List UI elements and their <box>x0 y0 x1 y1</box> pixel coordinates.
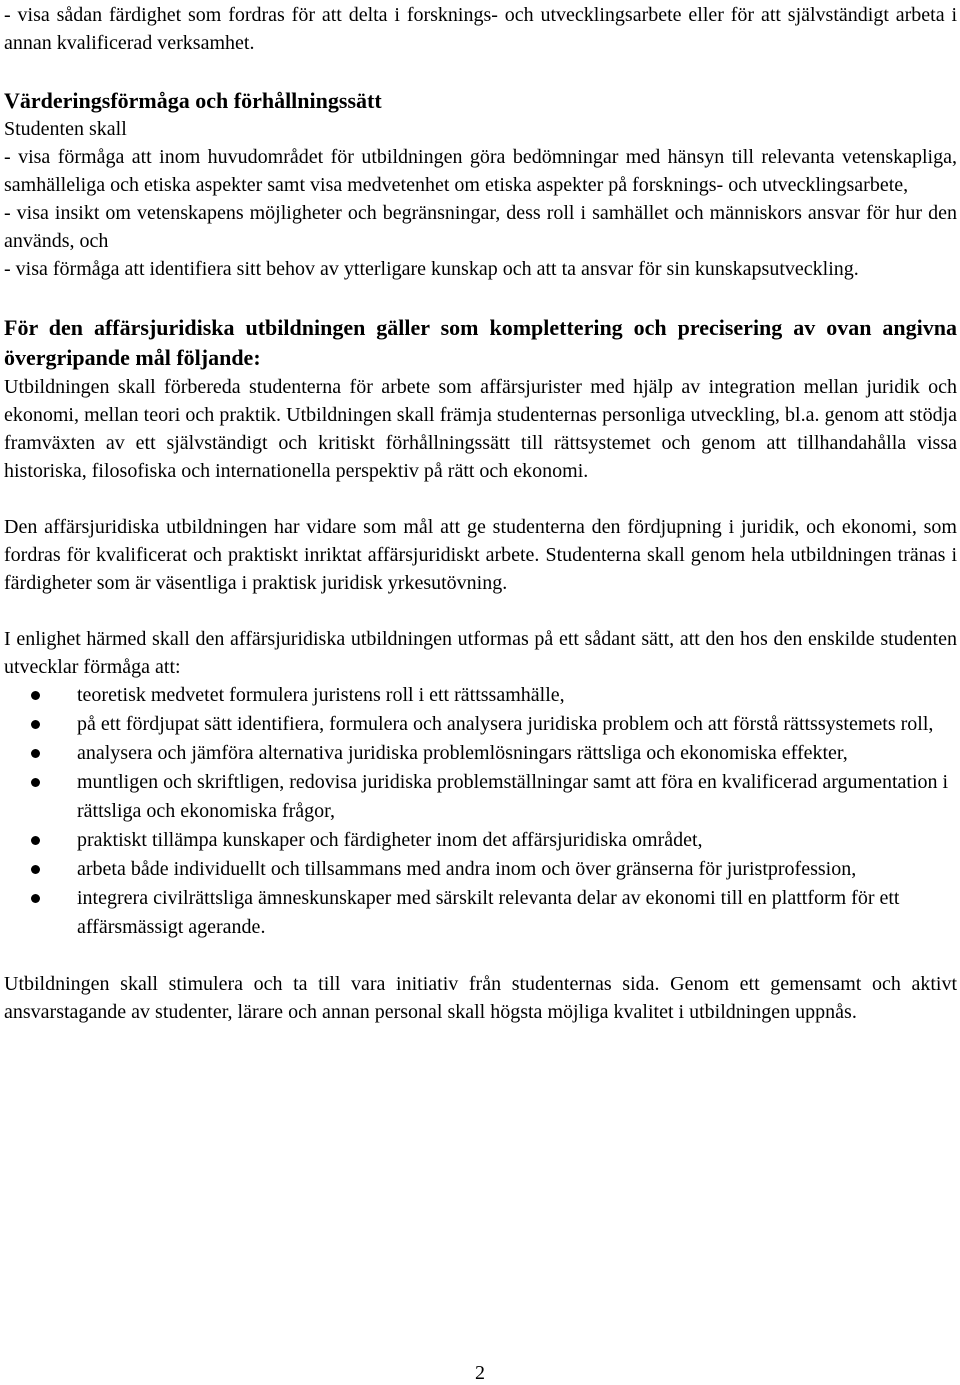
law-paragraph-2: Den affärsjuridiska utbildningen har vidare som mål att ge studenterna den fördjupning i juridik, och ekonomi, som fordras för kvalificerat och praktiskt inriktat affärsjuridiskt arbete. Studenterna skall genom hela utbildningen tränas i färdigheter som är väsentliga i praktisk juridisk yrkesutövning. <box>4 516 957 594</box>
values-item: - visa förmåga att identifiera sitt behov av ytterligare kunskap och att ta ansvar för sin kunskapsutveckling. <box>4 258 859 280</box>
bullet-icon <box>31 691 40 700</box>
list-item-text: analysera och jämföra alternativa juridiska problemlösningars rättsliga och ekonomiska effekter, <box>77 742 848 764</box>
closing-paragraph: Utbildningen skall stimulera och ta till vara initiativ från studenternas sida. Genom ett gemensamt och aktivt ansvarstagande av studenter, lärare och annan personal skall högsta möjliga kvalitet i utbildningen uppnås. <box>4 973 957 1023</box>
law-section-heading: För den affärsjuridiska utbildningen gäller som komplettering och precisering av ovan angivna övergripande mål följande: <box>4 315 957 370</box>
list-item-text: integrera civilrättsliga ämneskunskaper med särskilt relevanta delar av ekonomi till en plattform för ett affärsmässigt agerande. <box>77 887 900 938</box>
values-lead: Studenten skall <box>4 118 127 140</box>
law-paragraph-3: I enlighet härmed skall den affärsjuridiska utbildningen utformas på ett sådant sätt, att den hos den enskilde studenten utvecklar förmåga att: <box>4 628 957 678</box>
list-item-text: arbeta både individuellt och tillsammans med andra inom och över gränserna för juristprofession, <box>77 858 857 880</box>
values-item: - visa insikt om vetenskapens möjligheter och begränsningar, dess roll i samhället och människors ansvar för hur den används, och <box>4 202 957 252</box>
list-item-text: muntligen och skriftligen, redovisa juridiska problemställningar samt att föra en kvalificerad argumentation i rättsliga och ekonomiska frågor, <box>77 771 949 822</box>
list-item <box>4 884 957 942</box>
bullet-icon <box>31 749 40 758</box>
intro-tail-paragraph: - visa sådan färdighet som fordras för att delta i forsknings- och utvecklingsarbete eller för att självständigt arbeta i annan kvalificerad verksamhet. <box>4 4 957 54</box>
list-item <box>4 768 957 826</box>
bullet-icon <box>31 720 40 729</box>
bullet-icon <box>31 894 40 903</box>
list-item-text: på ett fördjupat sätt identifiera, formulera och analysera juridiska problem och att förstå rättssystemets roll, <box>77 713 934 735</box>
bullet-icon <box>31 865 40 874</box>
document-page <box>4 0 957 1026</box>
abilities-list <box>4 681 957 942</box>
page-number: 2 <box>475 1362 485 1384</box>
values-item: - visa förmåga att inom huvudområdet för utbildningen göra bedömningar med hänsyn till relevanta vetenskapliga, samhälleliga och etiska aspekter samt visa medvetenhet om etiska aspekter på forsknings- och utvecklingsarbete, <box>4 146 957 196</box>
list-item <box>4 739 957 768</box>
values-heading: Värderingsförmåga och förhållningssätt <box>4 88 382 113</box>
list-item-text: teoretisk medvetet formulera juristens roll i ett rättssamhälle, <box>77 684 565 706</box>
bullet-icon <box>31 778 40 787</box>
bullet-icon <box>31 836 40 845</box>
list-item <box>4 710 957 739</box>
list-item-text: praktiskt tillämpa kunskaper och färdigheter inom det affärsjuridiska området, <box>77 829 703 851</box>
list-item <box>4 826 957 855</box>
list-item <box>4 681 957 710</box>
law-paragraph-1: Utbildningen skall förbereda studenterna för arbete som affärsjurister med hjälp av integration mellan juridik och ekonomi, mellan teori och praktik. Utbildningen skall främja studenternas personliga utveckling, bl.a. genom att stödja framväxten av ett självständigt och kritiskt förhållningssätt till rättsystemet och genom att tillhandahålla vissa historiska, filosofiska och internationella perspektiv på rätt och ekonomi. <box>4 376 957 482</box>
list-item <box>4 855 957 884</box>
